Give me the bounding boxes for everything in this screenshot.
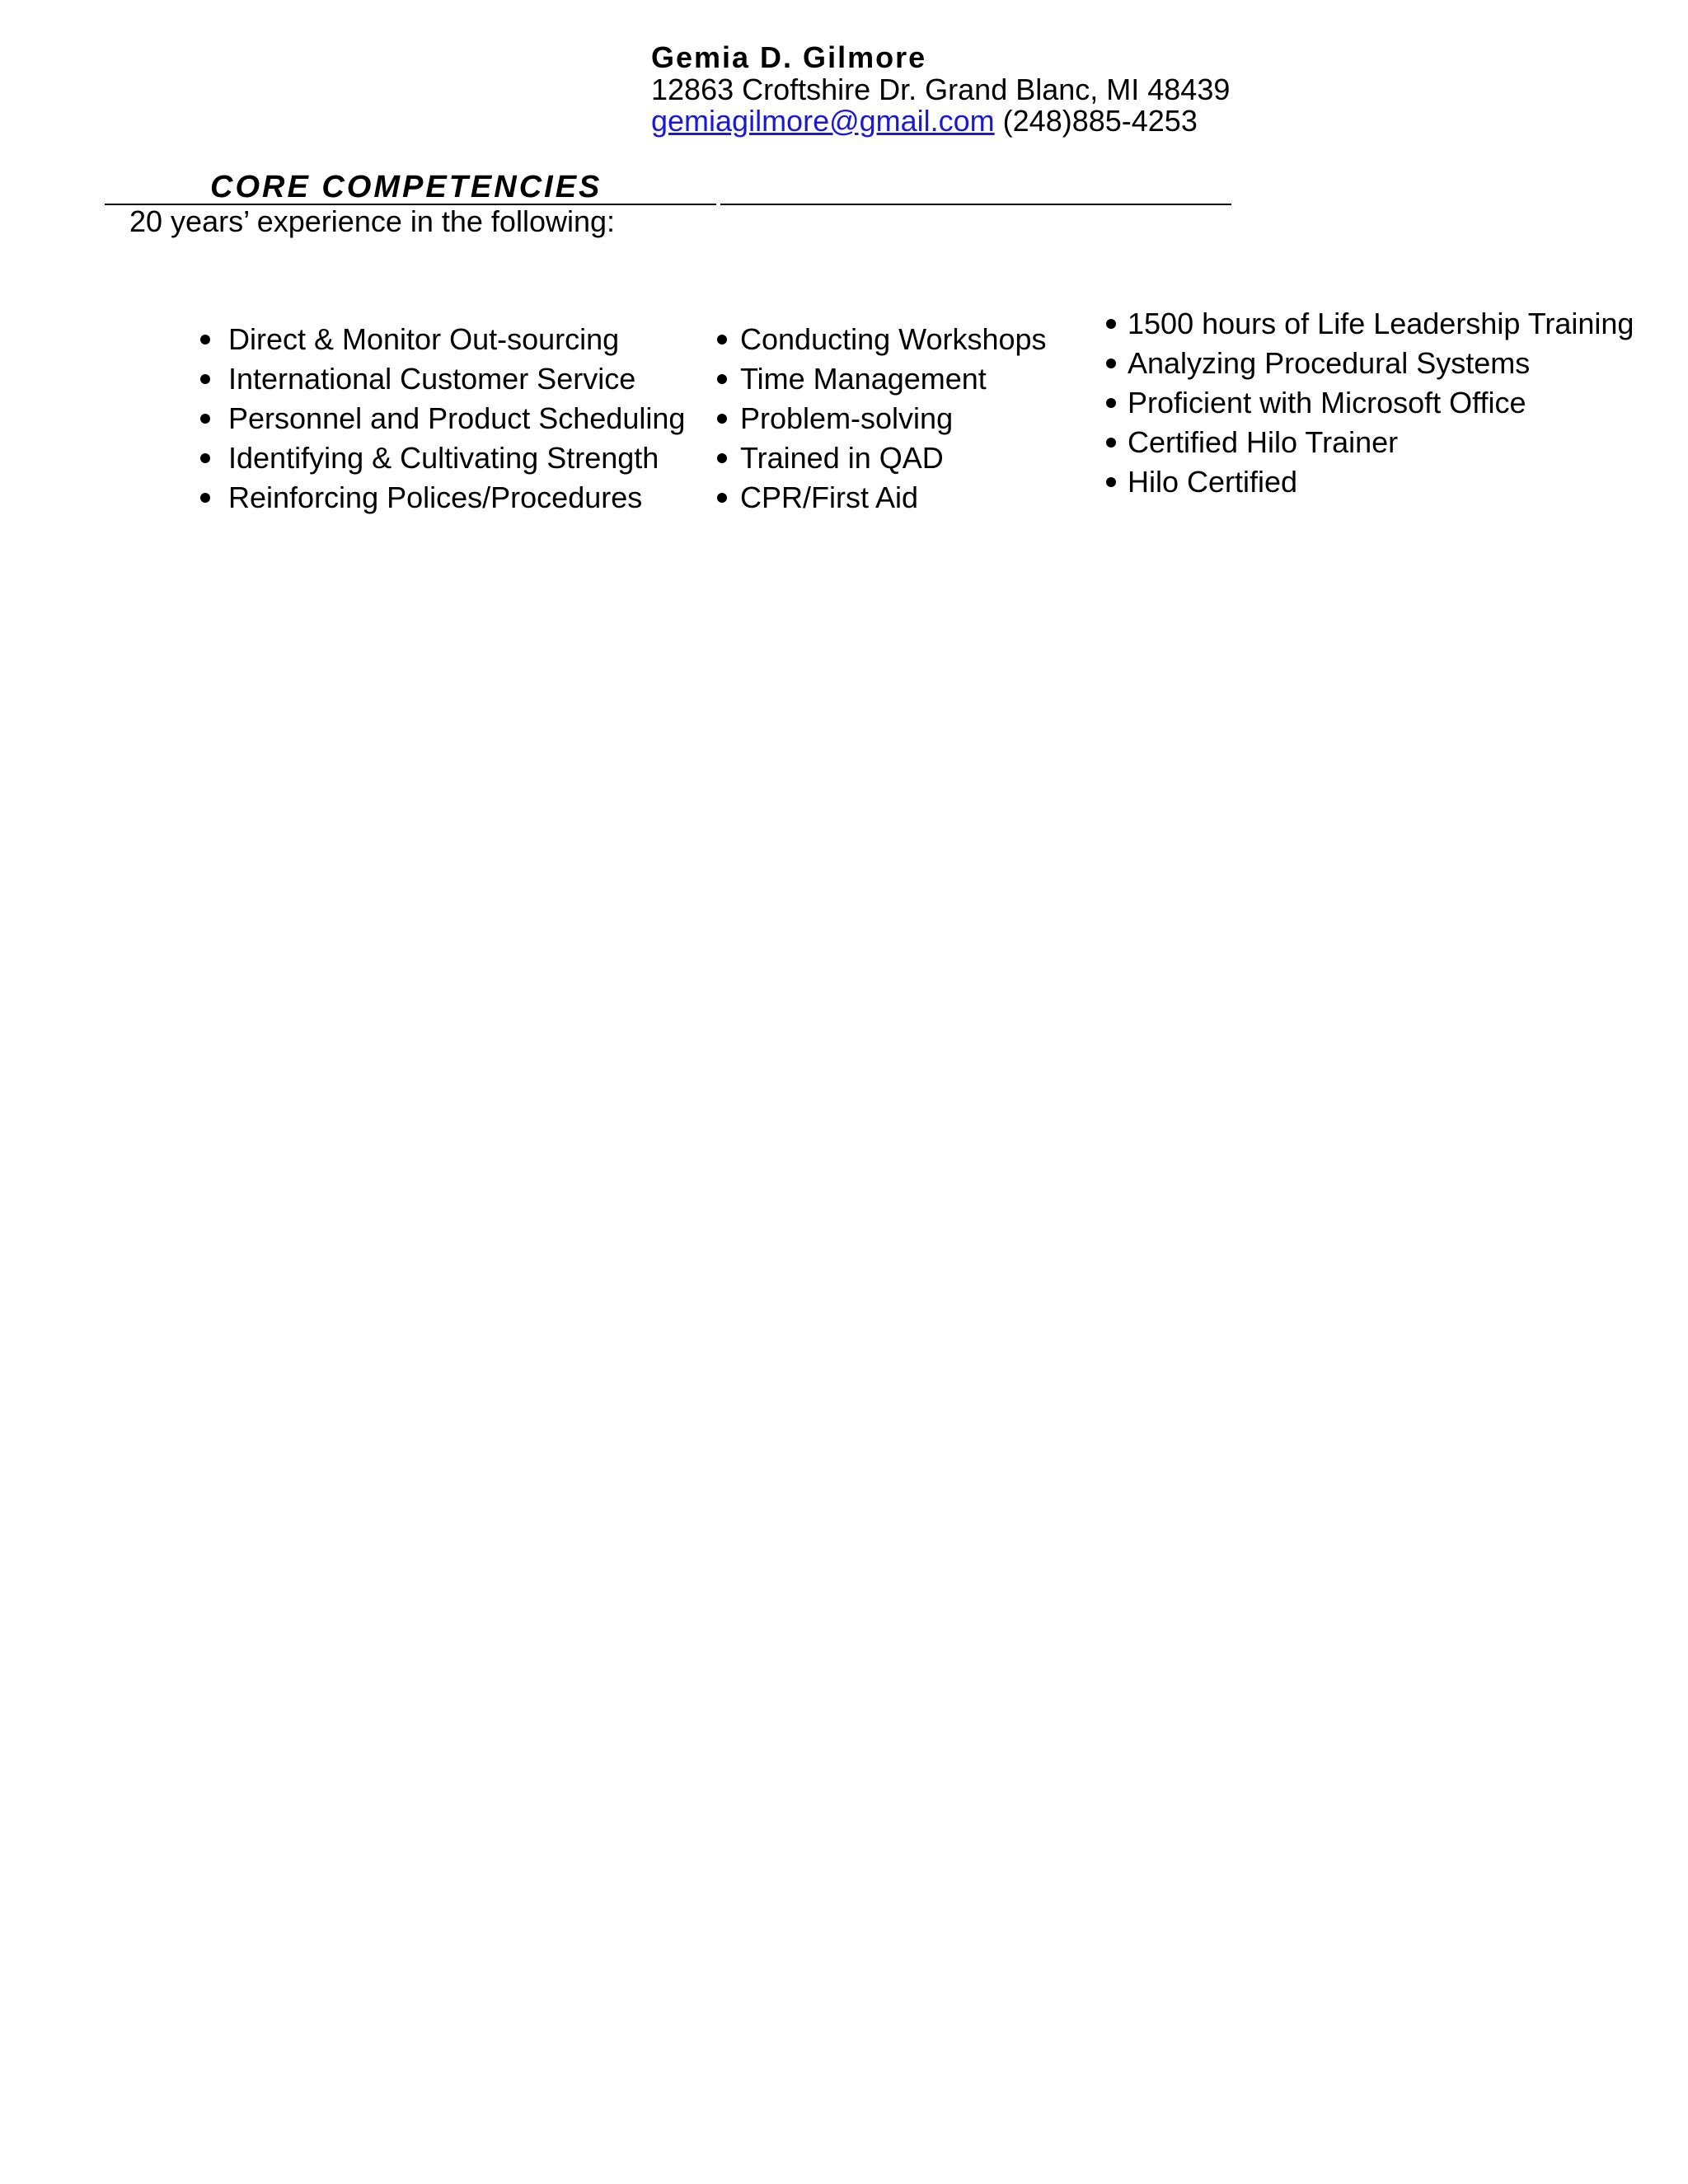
section-divider-right bbox=[720, 204, 1231, 205]
list-item: Hilo Certified bbox=[1128, 462, 1634, 502]
list-item: Certified Hilo Trainer bbox=[1128, 423, 1634, 462]
list-item: Time Management bbox=[740, 359, 1047, 399]
list-item: Analyzing Procedural Systems bbox=[1128, 344, 1634, 383]
list-item: Trained in QAD bbox=[740, 438, 1047, 478]
section-title: CORE COMPETENCIES bbox=[210, 170, 603, 204]
list-item: 1500 hours of Life Leadership Training bbox=[1128, 304, 1634, 344]
phone-number: (248)885-4253 bbox=[994, 104, 1198, 138]
competency-list-column-1 bbox=[228, 320, 685, 518]
list-item: Proficient with Microsoft Office bbox=[1128, 383, 1634, 423]
contact-header bbox=[651, 41, 1230, 137]
list-item: Direct & Monitor Out-sourcing bbox=[228, 320, 685, 359]
competency-list-column-3 bbox=[1128, 304, 1634, 502]
address-line: 12863 Croftshire Dr. Grand Blanc, MI 48439 bbox=[651, 73, 1231, 106]
applicant-name: Gemia D. Gilmore bbox=[651, 40, 927, 74]
email-link[interactable]: gemiagilmore@gmail.com bbox=[651, 104, 995, 138]
list-item: Identifying & Cultivating Strength bbox=[228, 438, 685, 478]
section-intro: 20 years’ experience in the following: bbox=[129, 204, 616, 238]
list-item: CPR/First Aid bbox=[740, 478, 1047, 518]
list-item: Conducting Workshops bbox=[740, 320, 1047, 359]
list-item: International Customer Service bbox=[228, 359, 685, 399]
competency-list-column-2 bbox=[740, 320, 1047, 518]
list-item: Personnel and Product Scheduling bbox=[228, 399, 685, 438]
contact-line bbox=[651, 105, 1230, 137]
list-item: Problem-solving bbox=[740, 399, 1047, 438]
list-item: Reinforcing Polices/Procedures bbox=[228, 478, 685, 518]
